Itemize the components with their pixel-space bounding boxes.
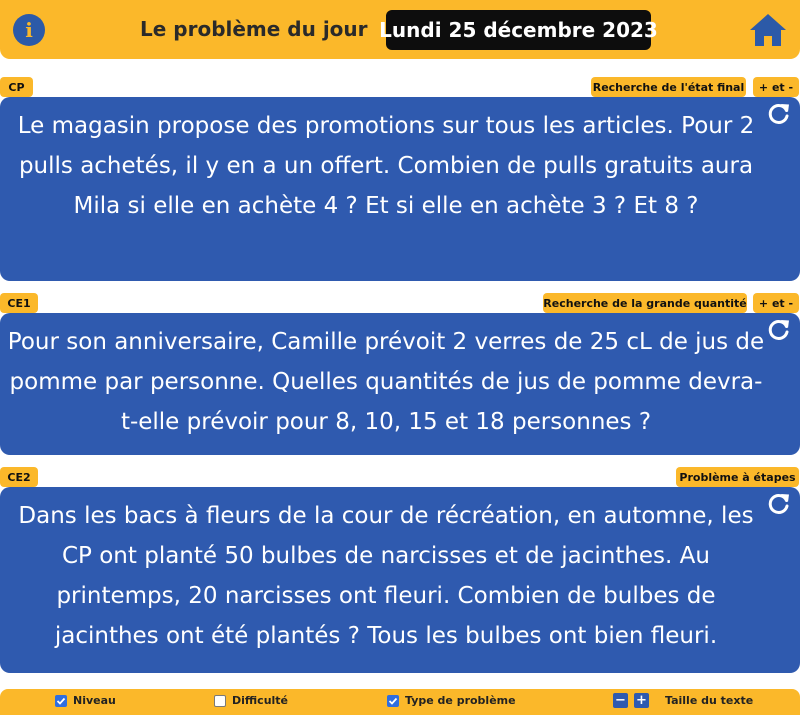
type-checkbox[interactable] xyxy=(387,695,399,707)
problem-text: Dans les bacs à fleurs de la cour de récréation, en automne, les CP ont planté 50 bulbes de narcisses et de jacinthes. Au printemps, 20 narcisses ont fleuri. Combien de bulbes de jacinthes ont été plantés ? Tous les bulbes ont bien fleuri. xyxy=(18,503,754,649)
decrease-text-button[interactable]: − xyxy=(613,693,628,708)
problem-text: Pour son anniversaire, Camille prévoit 2 verres de 25 cL de jus de pomme par personne. Quelles quantités de jus de pomme devra-t-elle prévoir pour 8, 10, 15 et 18 personnes ? xyxy=(7,329,765,435)
problem-card-cp xyxy=(0,97,800,281)
problem-type-chip: Recherche de l'état final xyxy=(591,77,746,97)
home-icon[interactable] xyxy=(748,12,788,48)
problem-card-ce1 xyxy=(0,313,800,455)
level-tag-ce2: CE2 xyxy=(0,467,38,487)
text-size-label: Taille du texte xyxy=(665,694,754,707)
level-tag-ce1: CE1 xyxy=(0,293,38,313)
problem-type-chip: Problème à étapes xyxy=(676,467,799,487)
refresh-icon[interactable] xyxy=(766,491,792,517)
difficulte-checkbox[interactable] xyxy=(214,695,226,707)
options-bar xyxy=(0,689,800,715)
date-display: Lundi 25 décembre 2023 xyxy=(386,10,651,50)
page-title: Le problème du jour xyxy=(140,17,368,41)
refresh-icon[interactable] xyxy=(766,317,792,343)
niveau-label: Niveau xyxy=(73,694,116,707)
check-icon xyxy=(388,696,398,706)
type-label: Type de problème xyxy=(405,694,516,707)
info-icon[interactable]: i xyxy=(13,14,45,46)
difficulte-label: Difficulté xyxy=(232,694,289,707)
problem-type-chip: Recherche de la grande quantité xyxy=(543,293,747,313)
check-icon xyxy=(56,696,66,706)
option-type[interactable] xyxy=(387,694,516,707)
refresh-icon[interactable] xyxy=(766,101,792,127)
level-tag-cp: CP xyxy=(0,77,33,97)
header-bar xyxy=(0,0,800,59)
text-size-control xyxy=(613,693,753,708)
problem-text: Le magasin propose des promotions sur tous les articles. Pour 2 pulls achetés, il y en a un offert. Combien de pulls gratuits aura Mila si elle en achète 4 ? Et si elle en achète 3 ? Et 8 ? xyxy=(17,113,755,219)
option-niveau[interactable] xyxy=(55,694,116,707)
operation-chip: + et - xyxy=(753,77,799,97)
operation-chip: + et - xyxy=(753,293,799,313)
niveau-checkbox[interactable] xyxy=(55,695,67,707)
option-difficulte[interactable] xyxy=(214,694,288,707)
increase-text-button[interactable]: + xyxy=(634,693,649,708)
problem-card-ce2 xyxy=(0,487,800,673)
